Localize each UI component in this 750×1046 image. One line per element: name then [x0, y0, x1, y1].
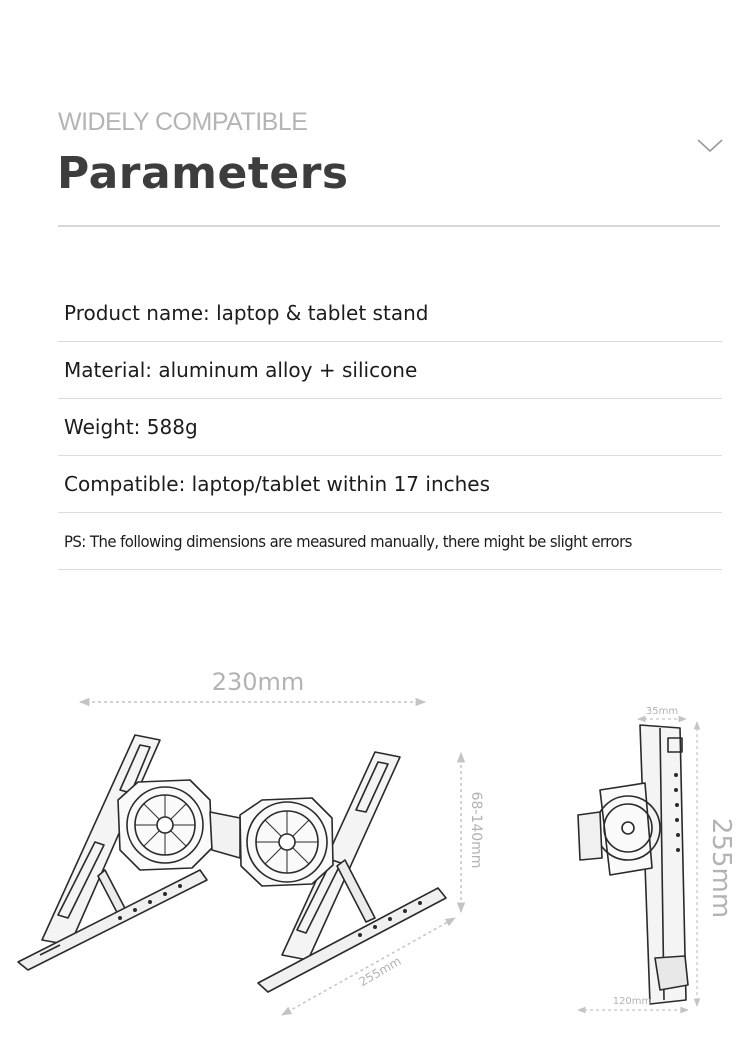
height-dimension-label: 68-140mm — [468, 791, 484, 869]
folded-width-label: 120mm — [612, 996, 652, 1007]
depth-dimension-label: 255mm — [356, 953, 404, 990]
header-divider — [58, 225, 720, 227]
folded-thickness-label: 35mm — [645, 706, 679, 717]
section-subtitle: WIDELY COMPATIBLE — [58, 108, 308, 136]
stand-open-illustration — [18, 735, 446, 992]
chevron-down-icon — [697, 138, 723, 154]
folded-length-label: 255mm — [706, 817, 736, 919]
measurement-note — [58, 513, 722, 570]
param-compatible: Compatible: laptop/tablet within 17 inches — [58, 456, 722, 513]
page-title: Parameters — [57, 148, 349, 199]
measurement-note-text: PS: The following dimensions are measured manually, there might be slight errors — [64, 531, 632, 551]
param-weight: Weight: 588g — [58, 399, 722, 456]
param-material: Material: aluminum alloy + silicone — [58, 342, 722, 399]
param-product-name: Product name: laptop & tablet stand — [58, 285, 722, 342]
parameter-list — [58, 285, 722, 570]
stand-dimension-diagram — [0, 640, 750, 1046]
width-dimension-label: 230mm — [211, 668, 305, 696]
stand-folded-illustration — [578, 725, 688, 1004]
